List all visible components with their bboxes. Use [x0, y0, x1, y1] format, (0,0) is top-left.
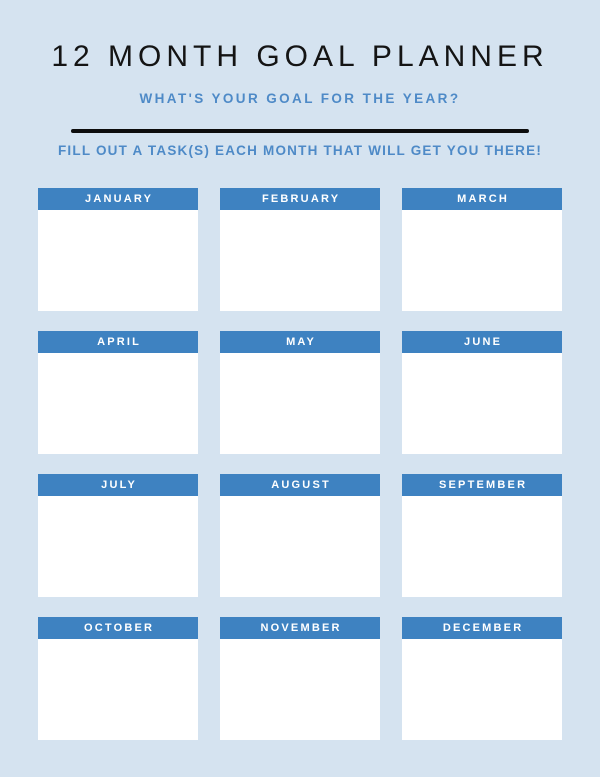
month-task-area-november[interactable] [220, 639, 380, 740]
month-header-november: NOVEMBER [220, 617, 380, 639]
month-card-july [38, 474, 198, 597]
month-card-september [402, 474, 562, 597]
month-task-area-october[interactable] [38, 639, 198, 740]
month-card-december [402, 617, 562, 740]
month-card-january [38, 188, 198, 311]
month-task-area-april[interactable] [38, 353, 198, 454]
month-card-february [220, 188, 380, 311]
month-task-area-december[interactable] [402, 639, 562, 740]
month-header-february: FEBRUARY [220, 188, 380, 210]
month-header-january: JANUARY [38, 188, 198, 210]
month-task-area-february[interactable] [220, 210, 380, 311]
month-header-august: AUGUST [220, 474, 380, 496]
month-task-area-july[interactable] [38, 496, 198, 597]
month-header-march: MARCH [402, 188, 562, 210]
month-task-area-june[interactable] [402, 353, 562, 454]
month-card-april [38, 331, 198, 454]
month-grid [38, 188, 562, 740]
month-task-area-september[interactable] [402, 496, 562, 597]
month-card-october [38, 617, 198, 740]
month-header-july: JULY [38, 474, 198, 496]
page-subtitle: WHAT'S YOUR GOAL FOR THE YEAR? [139, 91, 461, 106]
divider [71, 129, 529, 133]
page-tagline: FILL OUT A TASK(S) EACH MONTH THAT WILL GET YOU THERE! [57, 143, 543, 158]
month-header-may: MAY [220, 331, 380, 353]
month-card-august [220, 474, 380, 597]
month-task-area-may[interactable] [220, 353, 380, 454]
month-header-april: APRIL [38, 331, 198, 353]
month-header-december: DECEMBER [402, 617, 562, 639]
month-header-june: JUNE [402, 331, 562, 353]
month-task-area-january[interactable] [38, 210, 198, 311]
month-card-may [220, 331, 380, 454]
month-card-november [220, 617, 380, 740]
month-task-area-march[interactable] [402, 210, 562, 311]
month-card-june [402, 331, 562, 454]
month-card-march [402, 188, 562, 311]
page-title: 12 MONTH GOAL PLANNER [51, 40, 549, 73]
month-header-september: SEPTEMBER [402, 474, 562, 496]
month-task-area-august[interactable] [220, 496, 380, 597]
month-header-october: OCTOBER [38, 617, 198, 639]
